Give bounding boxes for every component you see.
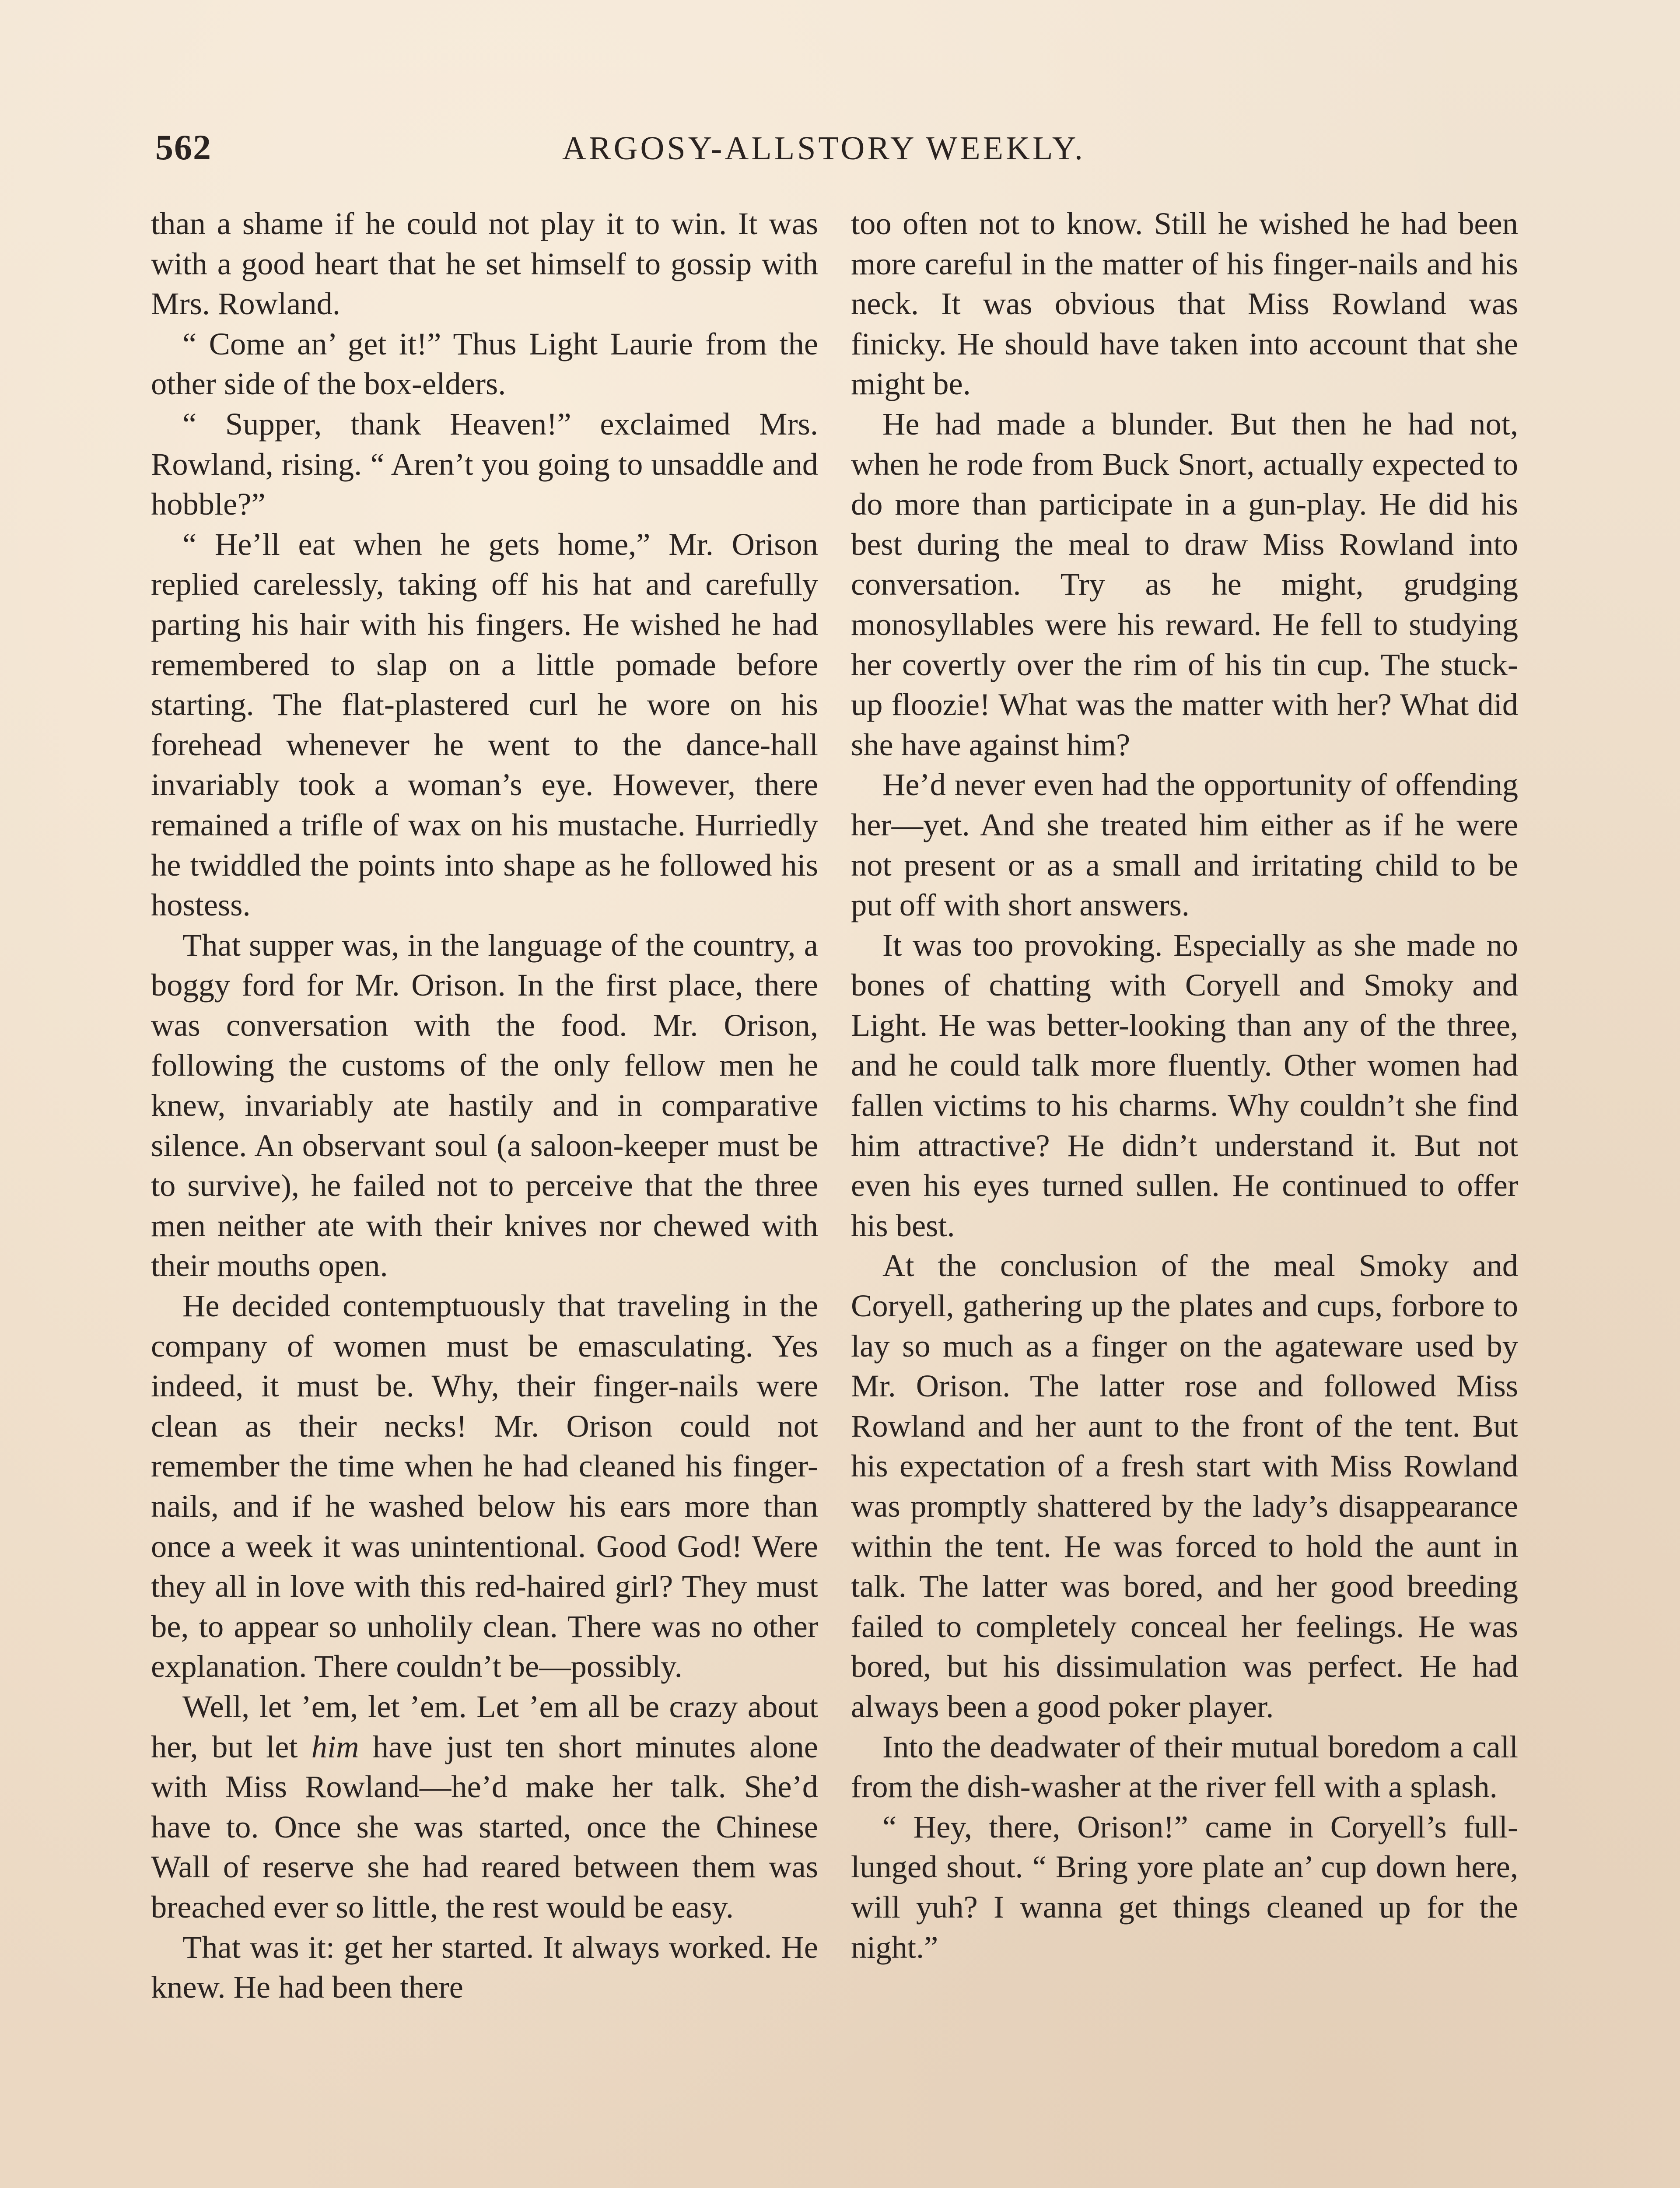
paragraph: He’d never even had the opportunity of offending her—yet. And she treated him either as if he were not present or as a small and irritating child to be put off with short answers. [851,767,1518,923]
paragraph: “ Hey, there, Orison!” came in Coryell’s full-lunged shout. “ Bring yore plate an’ cup down here, will yuh? I wanna get things cleaned up for the night.” [851,1809,1518,1965]
paragraph: At the conclusion of the meal Smoky and Coryell, gathering up the plates and cups, forbore to lay so much as a finger on the agateware used by Mr. Orison. The latter rose and followed Miss Rowland and her aunt to the front of the tent. But his expectation of a fresh start with Miss Rowland was promptly shattered by the lady’s disappearance within the tent. He was forced to hold the aunt in talk. The latter was bored, and her good breeding failed to completely conceal her feelings. He was bored, but his dissimulation was perfect. He had always been a good poker player. [851,1248,1518,1724]
paragraph: It was too provoking. Especially as she made no bones of chatting with Coryell and Smoky and Light. He was better-looking than any of the three, and he could talk more fluently. Other women had fallen victims to his charms. Why couldn’t she find him attractive? He didn’t understand it. But not even his eyes turned sullen. He continued to offer his best. [851,927,1518,1243]
paragraph: “ Supper, thank Heaven!” exclaimed Mrs. Rowland, rising. “ Aren’t you going to unsaddle and hobble?” [151,406,818,522]
paragraph: He decided contemptuously that traveling in the company of women must be emasculating. Yes indeed, it must be. Why, their finger-nails were clean as their necks! Mr. Orison could not remember the time when he had cleaned his finger-nails, and if he washed below his ears more than once a week it was unintentional. Good God! Were they all in love with this red-haired girl? They must be, to appear so unholily clean. There was no other explanation. There couldn’t be—possibly. [151,1288,818,1684]
paragraph-text: Well, let ’em, let ’em. Let ’em all be crazy about her, but let [151,1688,818,1764]
paragraph: “ Come an’ get it!” Thus Light Laurie from the other side of the box-elders. [151,326,818,402]
paragraph: That supper was, in the language of the country, a boggy ford for Mr. Orison. In the first place, there was conversation with the food. Mr. Orison, following the customs of the only fellow men he knew, invariably ate hastily and in comparative silence. An observant soul (a saloon-keeper must be to survive), he failed not to perceive that the three men neither ate with their knives nor chewed with their mouths open. [151,927,818,1283]
paragraph-with-emphasis [151,1687,818,1927]
paragraph: too often not to know. Still he wished he had been more careful in the matter of his finger-nails and his neck. It was obvious that Miss Rowland was finicky. He should have taken into account that she might be. [851,206,1518,402]
paragraph-text: have just ten short minutes alone with Miss Rowland—he’d make her talk. She’d have to. Once she was started, once the Chinese Wall of reserve she had reared between them was breached ever so little, the rest would be easy. [151,1729,818,1925]
running-title: ARGOSY-ALLSTORY WEEKLY. [562,130,1085,167]
paragraph: He had made a blunder. But then he had not, when he rode from Buck Snort, actually expected to do more than participate in a gun-play. He did his best during the meal to draw Miss Rowland into conversation. Try as he might, grudging monosyllables were his reward. He fell to studying her covertly over the rim of his tin cup. The stuck-up floozie! What was the matter with her? What did she have against him? [851,406,1518,762]
paragraph: That was it: get her started. It always worked. He knew. He had been there [151,1929,818,2005]
right-column [851,203,1518,1967]
paragraph: than a shame if he could not play it to win. It was with a good heart that he set himself to gossip with Mrs. Rowland. [151,206,818,322]
page-number: 562 [155,127,212,167]
paragraph: Into the deadwater of their mutual boredom a call from the dish-washer at the river fell with a splash. [851,1729,1518,1805]
page-header [155,127,1520,184]
left-column [151,203,818,2007]
paragraph: “ He’ll eat when he gets home,” Mr. Orison replied carelessly, taking off his hat and carefully parting his hair with his fingers. He wished he had remembered to slap on a little pomade before starting. The flat-plastered curl he wore on his forehead whenever he went to the dance-hall invariably took a woman’s eye. However, there remained a trifle of wax on his mustache. Hurriedly he twiddled the points into shape as he followed his hostess. [151,526,818,923]
emphasized-word: him [311,1729,359,1764]
